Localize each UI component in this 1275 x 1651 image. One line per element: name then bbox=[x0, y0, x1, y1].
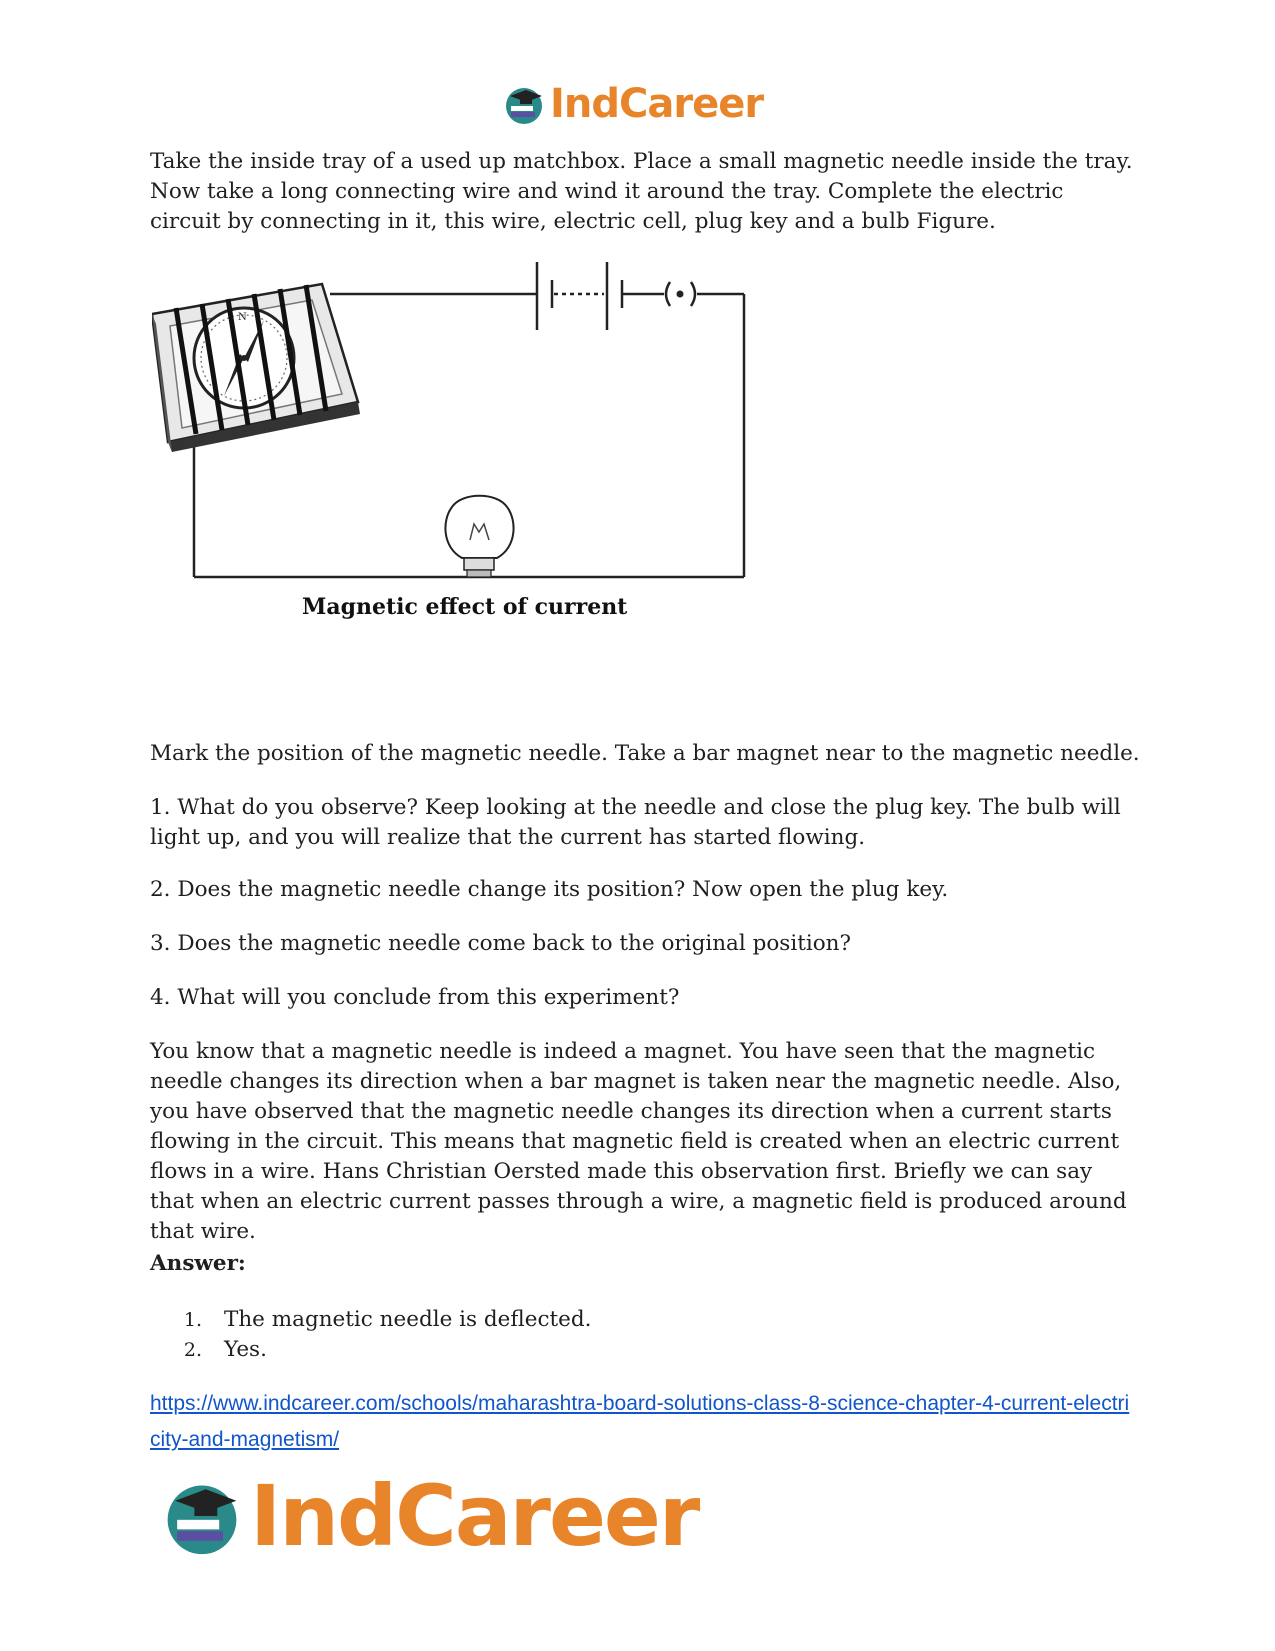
answer-item-text: The magnetic needle is deflected. bbox=[224, 1307, 592, 1332]
circuit-figure bbox=[152, 262, 792, 662]
answer-list bbox=[150, 1305, 591, 1365]
answer-item-number: 1. bbox=[183, 1309, 202, 1331]
intro-paragraph: Take the inside tray of a used up matchbox. Place a small magnetic needle inside the tray. Now take a long connecting wire and wind it around the tray. Complete the electric circuit by connecting in it, this wire, electric cell, plug key and a bulb Figure. bbox=[150, 149, 1133, 234]
logo-text: IndCareer bbox=[250, 1467, 699, 1565]
answer-item bbox=[150, 1335, 591, 1365]
electric-cell bbox=[537, 262, 622, 330]
plug-key bbox=[666, 282, 695, 306]
answer-item bbox=[150, 1305, 591, 1335]
header-logo bbox=[502, 80, 763, 128]
logo-text: IndCareer bbox=[550, 81, 764, 127]
matchbox-tray bbox=[152, 284, 360, 452]
compass-north-label: N bbox=[238, 312, 247, 323]
mark-paragraph: Mark the position of the magnetic needle. Take a bar magnet near to the magnetic needle. bbox=[150, 741, 1140, 766]
figure-caption: Magnetic effect of current bbox=[302, 594, 628, 620]
explanation-paragraph: You know that a magnetic needle is indeed a magnet. You have seen that the magnetic needle changes its direction when a bar magnet is taken near the magnetic needle. Also, you have observed that the magnetic needle changes its direction when a current starts flowing in the circuit. This means that magnetic field is created when an electric current flows in a wire. Hans Christian Oersted made this observation first. Briefly we can say that when an electric current passes through a wire, a magnetic field is produced around that wire. bbox=[150, 1039, 1127, 1244]
question-2: 2. Does the magnetic needle change its position? Now open the plug key. bbox=[150, 877, 949, 902]
footer-logo bbox=[160, 1467, 699, 1565]
answer-item-number: 2. bbox=[183, 1339, 202, 1361]
question-4: 4. What will you conclude from this experiment? bbox=[150, 985, 680, 1010]
answer-heading: Answer: bbox=[150, 1251, 246, 1276]
question-1: 1. What do you observe? Keep looking at the needle and close the plug key. The bulb will light up, and you will realize that the current has started flowing. bbox=[150, 795, 1121, 850]
answer-item-text: Yes. bbox=[224, 1337, 267, 1362]
graduation-book-icon bbox=[160, 1474, 244, 1558]
source-link[interactable]: https://www.indcareer.com/schools/maharashtra-board-solutions-class-8-science-chapter-4-current-electricity-and-magnetism/ bbox=[150, 1392, 1130, 1451]
bulb bbox=[445, 496, 513, 577]
graduation-book-icon bbox=[502, 82, 546, 126]
question-3: 3. Does the magnetic needle come back to the original position? bbox=[150, 931, 852, 956]
